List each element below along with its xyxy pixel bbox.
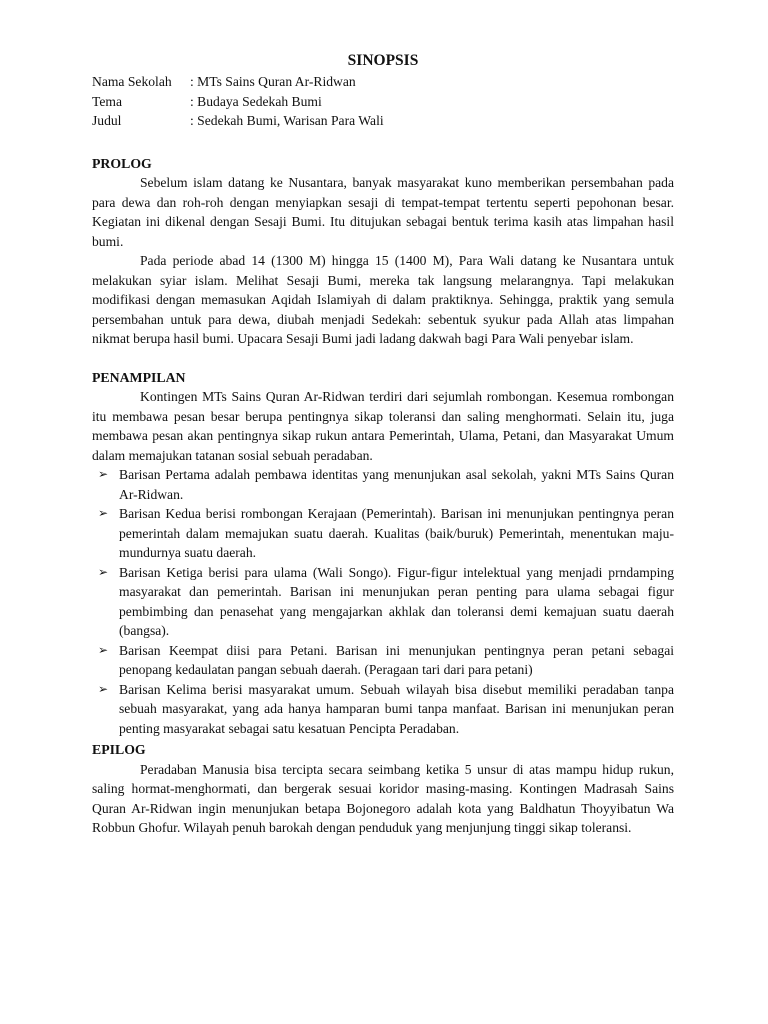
arrow-bullet-icon: ➢ [98,564,109,579]
prolog-paragraph: Pada periode abad 14 (1300 M) hingga 15 (1400 M), Para Wali datang ke Nusantara untuk melakukan syiar islam. Melihat Sesaji Bumi, mereka tak langsung melarangnya. Tapi melakukan modifikasi dengan memasukan Aqidah Islamiyah di dalam praktiknya. Sehingga, praktik yang semula persembahan untuk para dewa, diubah menjadi Sedekah: sebentuk syukur pada Allah atas limpahan nikmat berupa hasil bumi. Upacara Sesaji Bumi jadi ladang dakwah bagi Para Wali penyebar islam. [92,253,674,346]
meta-row-title [92,111,674,131]
list-item [92,465,674,504]
document-title: SINOPSIS [347,52,419,69]
list-item-text: Barisan Kelima berisi masyarakat umum. Sebuah wilayah bisa disebut memiliki peradaban tanpa sebuah masyarakat, yang ada hanya hamparan bumi tanpa manfaat. Barisan ini menunjukan peran penting masyarakat sebagai satu kesatuan Pencipta Peradaban. [119,681,674,736]
list-item [92,680,674,739]
document-page [92,50,674,838]
bullet-list [92,465,674,738]
list-item-text: Barisan Kedua berisi rombongan Kerajaan (Pemerintah). Barisan ini menunjukan pentingnya peran pemerintah dalam memajukan suatu daerah. Kualitas (baik/buruk) Pemerintah, menentukan maju-mundurnya suatu daerah. [119,506,674,560]
meta-block [92,72,674,131]
penampilan-intro: Kontingen MTs Sains Quran Ar-Ridwan terdiri dari sejumlah rombongan. Kesemua rombongan itu membawa pesan besar berupa pentingnya sikap toleransi dan saling menghormati. Selain itu, juga membawa pesan akan pentingnya sikap rukun antara Pemerintah, Ulama, Petani, dan Masyarakat Umum dalam memajukan tatanan sosial sebuah peradaban. [92,389,674,463]
prolog-paragraph: Sebelum islam datang ke Nusantara, banyak masyarakat kuno memberikan persembahan pada para dewa dan roh-roh dengan menyiapkan sesaji di tempat-tempat tertentu seperti pepohonan besar. Kegiatan ini dikenal dengan Sesaji Bumi. Itu ditujukan sebagai bentuk terima kasih atas limpahan hasil bumi. [92,175,674,249]
meta-value: : Budaya Sedekah Bumi [190,93,322,109]
meta-row-theme [92,92,674,112]
meta-label: Nama Sekolah [92,74,172,89]
list-item-text: Barisan Keempat diisi para Petani. Barisan ini menunjukan pentingnya peran petani sebagai penopang kedaulatan pangan sebuah daerah. (Peragaan tari dari para petani) [119,642,674,677]
epilog-section [92,740,674,838]
section-heading-prolog: PROLOG [92,155,152,171]
arrow-bullet-icon: ➢ [98,506,109,520]
section-heading-epilog: EPILOG [92,742,146,757]
list-item [92,504,674,563]
meta-row-school [92,72,674,92]
meta-value: : MTs Sains Quran Ar-Ridwan [190,74,356,89]
meta-value: : Sedekah Bumi, Warisan Para Wali [190,113,384,128]
arrow-bullet-icon: ➢ [98,681,109,696]
meta-label: Tema [92,93,122,109]
arrow-bullet-icon: ➢ [98,642,109,657]
list-item [92,563,674,641]
list-item-text: Barisan Ketiga berisi para ulama (Wali Songo). Figur-figur intelektual yang menjadi prndamping masyarakat dan pemerintah. Barisan ini menunjukan peran penting para ulama sebagai figur pembimbing dan penasehat yang mengajarkan akhlak dan toleransi demi kemajuan suatu daerah (bangsa). [119,564,674,638]
arrow-bullet-icon: ➢ [98,467,109,481]
meta-label: Judul [92,113,122,128]
section-heading-penampilan: PENAMPILAN [92,369,186,385]
prolog-section [92,154,674,349]
penampilan-section [92,368,674,739]
list-item-text: Barisan Pertama adalah pembawa identitas yang menunjukan asal sekolah, yakni MTs Sains Quran Ar-Ridwan. [119,467,674,502]
list-item [92,641,674,680]
epilog-paragraph: Peradaban Manusia bisa tercipta secara seimbang ketika 5 unsur di atas mampu hidup rukun, saling hormat-menghormati, dan bergerak sesuai koridor masing-masing. Kontingen Madrasah Sains Quran Ar-Ridwan ingin menunjukan betapa Bojonegoro adalah kota yang Baldhatun Thoyyibatun Wa Robbun Ghofur. Wilayah penuh barokah dengan penduduk yang menjunjung tinggi sikap toleransi. [92,761,674,835]
